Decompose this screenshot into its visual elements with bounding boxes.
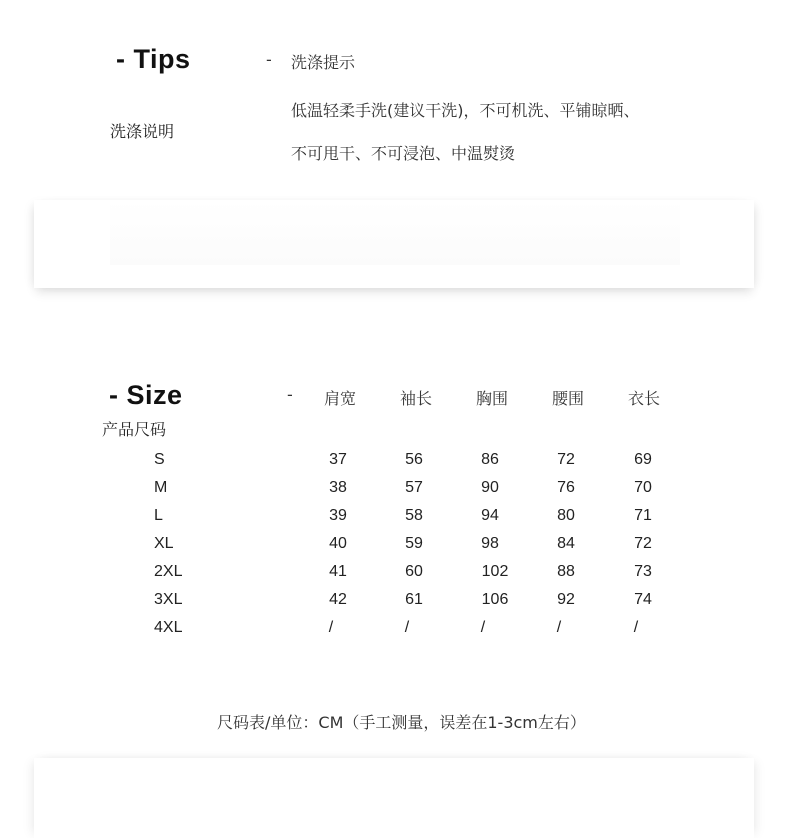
table-cell: / xyxy=(404,619,410,636)
table-cell: 72 xyxy=(557,451,575,468)
table-cell: 72 xyxy=(634,535,652,552)
table-cell: 70 xyxy=(634,479,652,496)
table-cell: 84 xyxy=(557,535,575,552)
table-cell: 57 xyxy=(405,479,423,496)
table-cell: / xyxy=(480,619,486,636)
table-cell: / xyxy=(556,619,562,636)
column-header-length: 衣长 xyxy=(627,389,661,408)
tips-heading: 洗涤提示 xyxy=(291,53,356,72)
tips-dash: - xyxy=(266,50,272,69)
table-cell: 37 xyxy=(329,451,347,468)
table-cell: 58 xyxy=(405,507,423,524)
table-cell: 60 xyxy=(405,563,423,580)
table-cell: 69 xyxy=(634,451,652,468)
washing-instructions-line-2: 不可甩干、不可浸泡、中温熨烫 xyxy=(291,144,516,163)
table-cell: 38 xyxy=(329,479,347,496)
table-cell: 102 xyxy=(481,563,509,580)
size-label: L xyxy=(154,507,163,524)
size-label: S xyxy=(154,451,165,468)
table-cell: 88 xyxy=(557,563,575,580)
table-cell: / xyxy=(633,619,639,636)
size-label: M xyxy=(154,479,168,496)
table-cell: 106 xyxy=(481,591,509,608)
column-header-sleeve: 袖长 xyxy=(399,389,433,408)
washing-instructions-label: 洗涤说明 xyxy=(110,122,175,141)
bottom-card-shadow xyxy=(34,758,754,838)
table-cell: 92 xyxy=(557,591,575,608)
size-dash: - xyxy=(287,385,293,404)
table-cell: 40 xyxy=(329,535,347,552)
table-cell: 80 xyxy=(557,507,575,524)
table-cell: 94 xyxy=(481,507,499,524)
size-subtitle: 产品尺码 xyxy=(102,420,167,439)
table-cell: 73 xyxy=(634,563,652,580)
table-cell: 39 xyxy=(329,507,347,524)
column-header-waist: 腰围 xyxy=(551,389,585,408)
tips-title: - Tips xyxy=(116,44,191,74)
table-cell: 98 xyxy=(481,535,499,552)
size-label: XL xyxy=(154,535,174,552)
size-label: 4XL xyxy=(154,619,183,636)
washing-instructions-line-1: 低温轻柔手洗(建议干洗)，不可机洗、平铺晾晒、 xyxy=(291,101,640,120)
table-cell: 76 xyxy=(557,479,575,496)
table-cell: 90 xyxy=(481,479,499,496)
table-cell: 59 xyxy=(405,535,423,552)
column-header-chest: 胸围 xyxy=(475,389,509,408)
table-cell: 42 xyxy=(329,591,347,608)
table-cell: 41 xyxy=(329,563,347,580)
size-title: - Size xyxy=(109,380,183,410)
table-cell: 74 xyxy=(634,591,652,608)
table-cell: / xyxy=(328,619,334,636)
size-label: 3XL xyxy=(154,591,183,608)
tips-card-shadow xyxy=(34,200,754,288)
size-table-note: 尺码表/单位：CM（手工测量，误差在1-3cm左右） xyxy=(217,713,586,732)
tips-card-inner xyxy=(110,200,680,265)
table-cell: 61 xyxy=(405,591,423,608)
table-cell: 56 xyxy=(405,451,423,468)
size-label: 2XL xyxy=(154,563,183,580)
table-cell: 71 xyxy=(634,507,652,524)
table-cell: 86 xyxy=(481,451,499,468)
column-header-shoulder: 肩宽 xyxy=(323,389,357,408)
